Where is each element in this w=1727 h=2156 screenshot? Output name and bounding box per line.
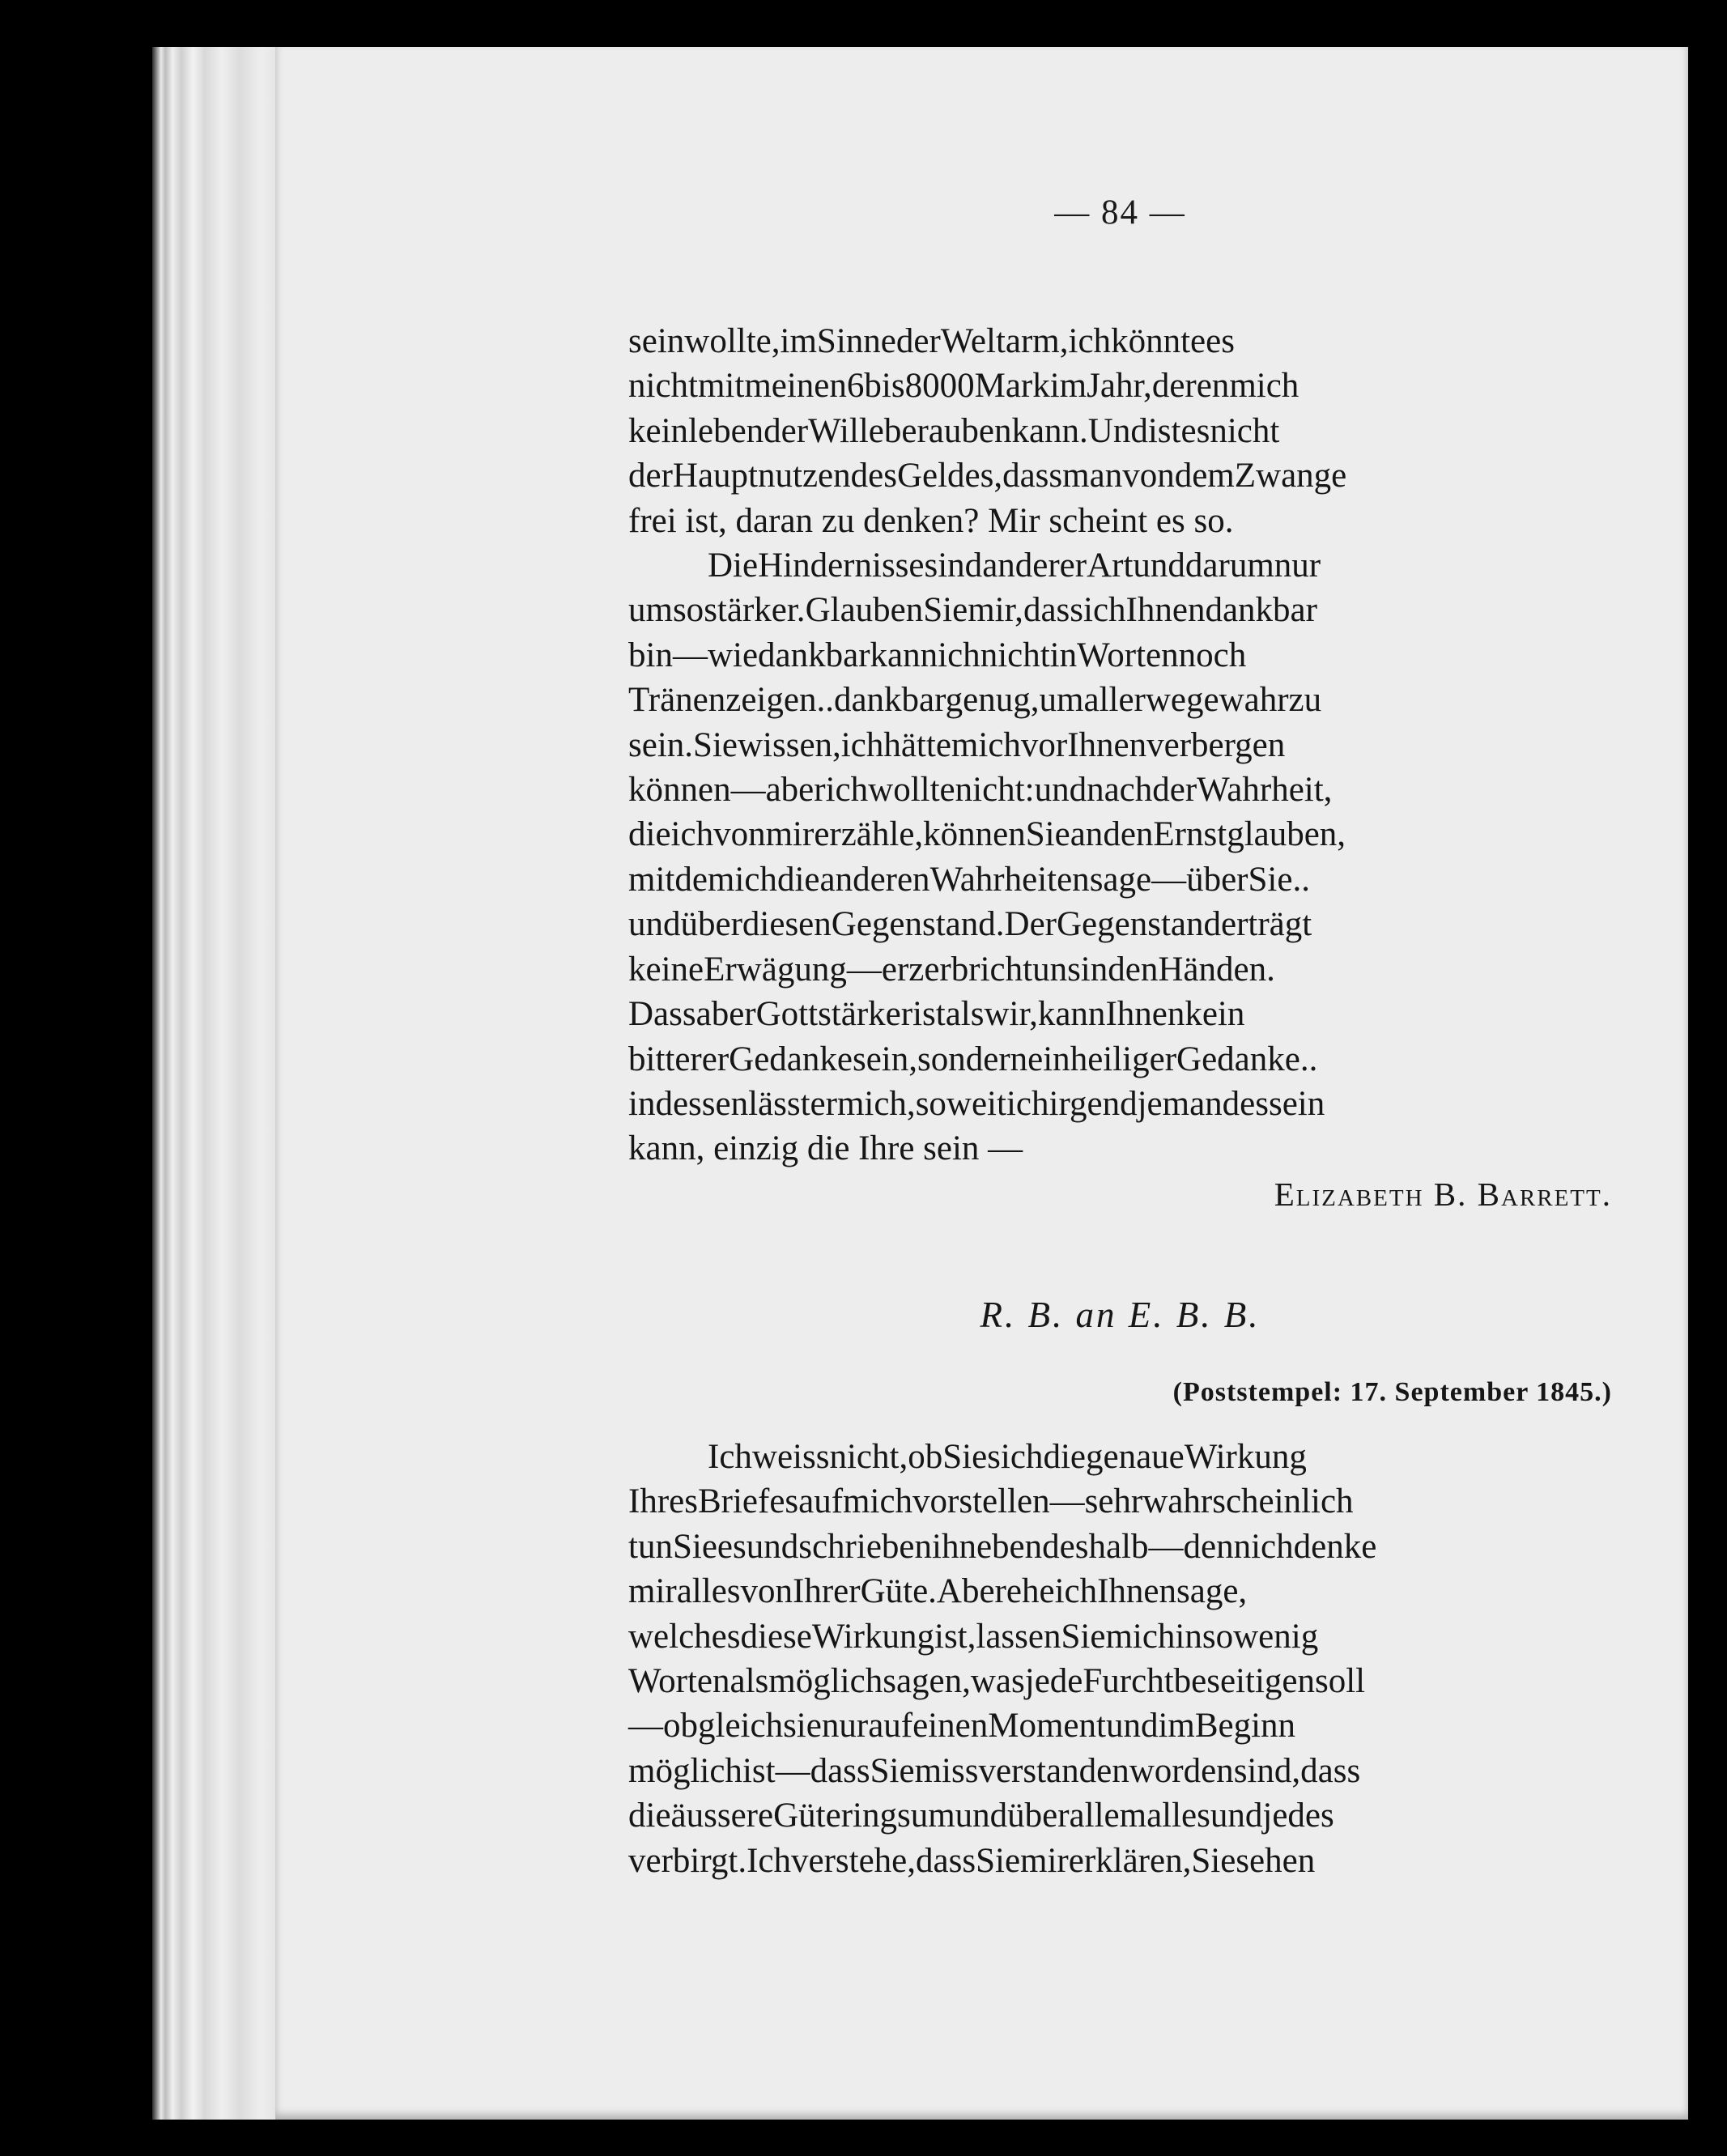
word: darum (1185, 546, 1274, 585)
word: in (1080, 950, 1108, 989)
word: keine (628, 950, 704, 989)
text-line (628, 633, 1612, 678)
word: Ihnen (1105, 995, 1185, 1034)
text-line (628, 902, 1612, 946)
word: Ihres (628, 1482, 698, 1521)
word: ich (938, 636, 980, 674)
word: jede (1024, 1662, 1083, 1701)
word: Güte (773, 1797, 841, 1835)
word: Wirkung (1184, 1438, 1307, 1476)
word: glauben, (1227, 815, 1346, 854)
word: sein (1268, 1084, 1325, 1123)
word: Aber (936, 1572, 1006, 1611)
word: anderer (982, 546, 1087, 585)
word: verbirgt. (628, 1841, 747, 1880)
word: Ihnen (1097, 1572, 1177, 1611)
word: wissen, (737, 725, 841, 764)
book-page (275, 47, 1688, 2120)
word: beseitigen (1173, 1662, 1315, 1701)
word: Sinne (816, 322, 896, 360)
word: den (1108, 950, 1159, 989)
word: deren (1151, 367, 1230, 406)
word: Ihnen (1125, 591, 1206, 630)
word: es (1206, 322, 1235, 360)
word: arm, (1005, 322, 1069, 360)
word: möglich (768, 1662, 883, 1701)
word: sich (987, 1438, 1044, 1476)
word: — (628, 1707, 663, 1746)
word: — (672, 636, 708, 674)
word: Erwägung (704, 950, 847, 989)
word: erklären, (1068, 1841, 1192, 1880)
word: und (1034, 771, 1087, 810)
word: alles (676, 1572, 741, 1611)
word: missverstanden (914, 1751, 1129, 1790)
word: zerbricht (908, 950, 1033, 989)
word: kann (870, 636, 938, 674)
word: einen (912, 1707, 989, 1746)
text-line (628, 1793, 1612, 1838)
word: obgleich (663, 1707, 784, 1746)
word: erträgt (1220, 905, 1312, 944)
signature: Elizabeth B. Barrett. (1274, 1176, 1612, 1213)
word: . (1301, 860, 1310, 899)
text-line (628, 588, 1612, 632)
word: Sie (1248, 860, 1293, 899)
word: 6 (846, 367, 865, 406)
word: Gegenstand (1056, 905, 1221, 944)
word: mir, (968, 591, 1023, 630)
word: könnte (1111, 322, 1206, 360)
letter-heading: R. B. an E. B. B. (980, 1295, 1261, 1335)
word: lassen (976, 1617, 1061, 1656)
word: Hauptnutzen (672, 457, 851, 495)
text-line (628, 1037, 1612, 1082)
word: um (628, 591, 673, 630)
word: Der (1004, 905, 1057, 944)
word: Wahrheiten (929, 860, 1090, 899)
word: sind, (1233, 1751, 1301, 1790)
word: — (730, 771, 766, 810)
word: als (945, 995, 985, 1034)
word: und (1210, 1797, 1263, 1835)
word: ich (1083, 591, 1126, 630)
postmark-date: (Poststempel: 17. September 1845.) (1172, 1377, 1612, 1407)
word: wollte (868, 771, 955, 810)
word: nach (1087, 771, 1153, 810)
word: Zwange (1234, 457, 1347, 495)
word: und (1133, 546, 1185, 585)
word: Die (708, 546, 759, 585)
word: kann. (1011, 411, 1088, 450)
word: wollte, (684, 322, 781, 360)
word: verbergen (1146, 725, 1286, 764)
word: kann (1037, 995, 1106, 1034)
word: Sie (1191, 1841, 1236, 1880)
word: ich (1068, 322, 1112, 360)
word: es (1180, 411, 1210, 450)
word: 8000 (904, 367, 975, 406)
word: und (955, 1797, 1008, 1835)
word: mich (1105, 1617, 1176, 1656)
word: genaue (1085, 1438, 1185, 1476)
word: mich, (836, 1084, 916, 1123)
text-line (628, 1435, 1612, 1479)
word: ist, (934, 1617, 976, 1656)
text-line: frei ist, daran zu denken? Mir scheint es so. (628, 501, 1234, 540)
word: . (816, 681, 826, 720)
word: auf (868, 1707, 913, 1746)
word: Gegenstand. (831, 905, 1005, 944)
word: Wille (808, 411, 884, 450)
word: ob (908, 1438, 943, 1476)
text-line (628, 947, 1612, 992)
word: können (628, 771, 731, 810)
word: von (1122, 457, 1175, 495)
word: es (717, 1527, 747, 1566)
word: er (810, 1084, 837, 1123)
word: mit (628, 860, 675, 899)
word: denke (1293, 1527, 1377, 1566)
text-line (628, 857, 1612, 902)
word: Gedanke (1176, 1040, 1300, 1078)
word: ich (1006, 1084, 1049, 1123)
text-line (628, 364, 1612, 408)
word: Wahrheit, (1197, 771, 1333, 810)
word: um (1039, 681, 1084, 720)
word: nur (1274, 546, 1321, 585)
word: . (825, 681, 834, 720)
word: Briefes (697, 1482, 799, 1521)
text-line (628, 992, 1612, 1036)
word: bin (628, 636, 673, 674)
word: dass (916, 1841, 976, 1880)
word: wahr (1219, 681, 1289, 720)
word: mich (843, 1482, 913, 1521)
word: ein (1027, 1040, 1070, 1078)
word: ehe (1006, 1572, 1055, 1611)
word: Ich (708, 1438, 752, 1476)
word: diese (740, 1617, 812, 1656)
letter-2-body (628, 1435, 1612, 1883)
word: an (1070, 815, 1104, 854)
word: kein (628, 411, 689, 450)
word: dass (1300, 1751, 1361, 1790)
word: soll (1315, 1662, 1366, 1701)
word: nicht (628, 367, 698, 406)
word: Ernst (1153, 815, 1227, 854)
word: . (1300, 1040, 1309, 1078)
word: Sie (942, 1438, 988, 1476)
word: hätte (883, 725, 951, 764)
word: Ihnen (1067, 725, 1147, 764)
word: lässt (748, 1084, 810, 1123)
word: über (680, 905, 742, 944)
text-line (628, 319, 1612, 364)
text-line (628, 678, 1612, 722)
word: allem (1069, 1797, 1147, 1835)
word: Mark (974, 367, 1050, 406)
text-line (628, 723, 1612, 768)
text-line (628, 543, 1612, 588)
word: Welt (940, 322, 1006, 360)
text-line (628, 1525, 1612, 1569)
word: Sie (1061, 1617, 1106, 1656)
text-line (628, 409, 1612, 453)
page-number: — 84 — (1054, 193, 1186, 232)
word: ich (670, 815, 714, 854)
word: ist (742, 1751, 776, 1790)
word: sage (1089, 860, 1152, 899)
text-line (628, 453, 1612, 498)
word: in (1049, 636, 1078, 674)
word: noch (1178, 636, 1247, 674)
word: . (1308, 1040, 1318, 1078)
word: Gott (755, 995, 819, 1034)
word: kein (1185, 995, 1245, 1034)
letter-1-body (628, 319, 1612, 1172)
word: — (1151, 860, 1187, 899)
word: der (1152, 771, 1197, 810)
word: wie (707, 636, 759, 674)
word: irgend (1049, 1084, 1138, 1123)
word: sein (628, 322, 685, 360)
word: sagen, (883, 1662, 971, 1701)
word: soweit (915, 1084, 1006, 1123)
word: in (1175, 1617, 1202, 1656)
word: ich (734, 860, 777, 899)
word: Sie (1025, 815, 1070, 854)
word: denn (1183, 1527, 1252, 1566)
word: erzähle, (814, 815, 924, 854)
word: nicht (1210, 411, 1280, 450)
word: vor (1020, 725, 1068, 764)
word: eben (976, 1527, 1043, 1566)
text-line (628, 1839, 1612, 1883)
word: schrieben (798, 1527, 932, 1566)
text-line (628, 1703, 1612, 1748)
word: . (1292, 860, 1302, 899)
word: Art (1087, 546, 1134, 585)
word: die (628, 1797, 671, 1835)
word: alles (1146, 1797, 1210, 1835)
word: auf (798, 1482, 844, 1521)
word: ich (825, 771, 869, 810)
text-line (628, 1569, 1612, 1614)
word: dankbar (833, 681, 946, 720)
word: ich (1251, 1527, 1294, 1566)
word: anderen (819, 860, 930, 899)
word: möglich (628, 1751, 742, 1790)
word: sein. (628, 725, 694, 764)
word: und (628, 905, 681, 944)
word: dass (1023, 591, 1083, 630)
word: dass (810, 1751, 870, 1790)
word: im (780, 322, 817, 360)
word: genug, (945, 681, 1040, 720)
word: verstehe, (791, 1841, 917, 1880)
word: allerwege (1083, 681, 1219, 720)
word: Sie (976, 1841, 1021, 1880)
word: sie (783, 1707, 822, 1746)
word: mir (628, 1572, 677, 1611)
word: und (746, 1527, 799, 1566)
text-line: kann, einzig die Ihre sein — (628, 1129, 1023, 1168)
word: dass (1002, 457, 1063, 495)
text-line (628, 1479, 1612, 1524)
word: ich (1054, 1572, 1098, 1611)
word: Wirkung (811, 1617, 934, 1656)
word: tun (628, 1527, 673, 1566)
word: ist (1147, 411, 1181, 450)
word: worden (1129, 1751, 1234, 1790)
word: äussere (670, 1797, 774, 1835)
word: — (846, 950, 882, 989)
word: man (1062, 457, 1123, 495)
text-line (628, 812, 1612, 857)
word: lebender (688, 411, 809, 450)
text-line (628, 1659, 1612, 1703)
word: bitterer (628, 1040, 730, 1078)
word: Tränen (628, 681, 726, 720)
word: Furcht (1083, 1662, 1174, 1701)
word: nicht: (955, 771, 1035, 810)
word: mich (951, 725, 1021, 764)
word: weiss (751, 1438, 830, 1476)
word: von (740, 1572, 793, 1611)
word: nur (821, 1707, 869, 1746)
word: sehen (1236, 1841, 1316, 1880)
word: Sie (870, 1751, 915, 1790)
word: vorstellen (912, 1482, 1050, 1521)
word: Und (1087, 411, 1148, 450)
word: dankbar (1205, 591, 1317, 630)
word: über (1186, 860, 1248, 899)
word: ihn (932, 1527, 976, 1566)
word: Moment (988, 1707, 1106, 1746)
word: Ich (747, 1841, 791, 1880)
word: die (776, 860, 820, 899)
word: sein, (852, 1040, 917, 1078)
word: den (1103, 815, 1154, 854)
word: diesen (742, 905, 832, 944)
word: stärker. (704, 591, 806, 630)
word: sind (924, 546, 983, 585)
word: ist (912, 995, 946, 1034)
word: und (1105, 1707, 1159, 1746)
word: so (672, 591, 704, 630)
word: Geldes, (896, 457, 1003, 495)
word: die (628, 815, 671, 854)
word: können (923, 815, 1026, 854)
text-line (628, 1749, 1612, 1793)
word: heiliger (1070, 1040, 1177, 1078)
word: mit (697, 367, 745, 406)
word: über (1007, 1797, 1070, 1835)
word: sehr (1084, 1482, 1143, 1521)
word: Gedanke (729, 1040, 853, 1078)
word: mich (1229, 367, 1300, 406)
word: wahrscheinlich (1142, 1482, 1354, 1521)
word: so (1202, 1617, 1234, 1656)
word: Sie (693, 725, 738, 764)
word: Worten (1077, 636, 1179, 674)
word: des (850, 457, 897, 495)
word: — (775, 1751, 810, 1790)
word: aber (765, 771, 826, 810)
word: — (1049, 1482, 1085, 1521)
word: welches (628, 1617, 741, 1656)
word: dankbar (758, 636, 870, 674)
text-line (628, 1614, 1612, 1659)
word: nicht, (829, 1438, 908, 1476)
word: Beginn (1194, 1707, 1296, 1746)
word: wir, (984, 995, 1038, 1034)
word: mir (1020, 1841, 1069, 1880)
word: mir (765, 815, 815, 854)
word: indessen (628, 1084, 749, 1123)
word: was (970, 1662, 1025, 1701)
word: berauben (883, 411, 1012, 450)
word: der (628, 457, 673, 495)
word: zu (1288, 681, 1322, 720)
word: Worten (628, 1662, 730, 1701)
word: Sie (672, 1527, 717, 1566)
word: als (730, 1662, 769, 1701)
word: — (1148, 1527, 1184, 1566)
word: Güte. (860, 1572, 937, 1611)
word: von (713, 815, 766, 854)
word: stärker (818, 995, 913, 1034)
word: aber (695, 995, 756, 1034)
word: im (1049, 367, 1087, 406)
text-line (628, 768, 1612, 812)
word: der (895, 322, 941, 360)
word: Händen. (1158, 950, 1275, 989)
word: sondern (917, 1040, 1028, 1078)
word: dem (674, 860, 735, 899)
word: meinen (744, 367, 847, 406)
word: uns (1032, 950, 1081, 989)
word: im (1158, 1707, 1195, 1746)
word: deshalb (1042, 1527, 1149, 1566)
word: die (1043, 1438, 1086, 1476)
word: ich (840, 725, 884, 764)
word: Hindernisse (758, 546, 925, 585)
word: Dass (628, 995, 696, 1034)
text-line (628, 1082, 1612, 1126)
word: dem (1174, 457, 1235, 495)
word: jedes (1262, 1797, 1334, 1835)
word: Sie (923, 591, 968, 630)
word: wenig (1233, 1617, 1319, 1656)
word: ringsum (840, 1797, 955, 1835)
word: jemandes (1137, 1084, 1269, 1123)
word: Glauben (805, 591, 924, 630)
word: Ihrer (793, 1572, 861, 1611)
word: nicht (980, 636, 1050, 674)
word: Jahr, (1087, 367, 1152, 406)
word: zeigen (725, 681, 817, 720)
word: er (881, 950, 909, 989)
word: sage, (1176, 1572, 1248, 1611)
word: bis (864, 367, 905, 406)
